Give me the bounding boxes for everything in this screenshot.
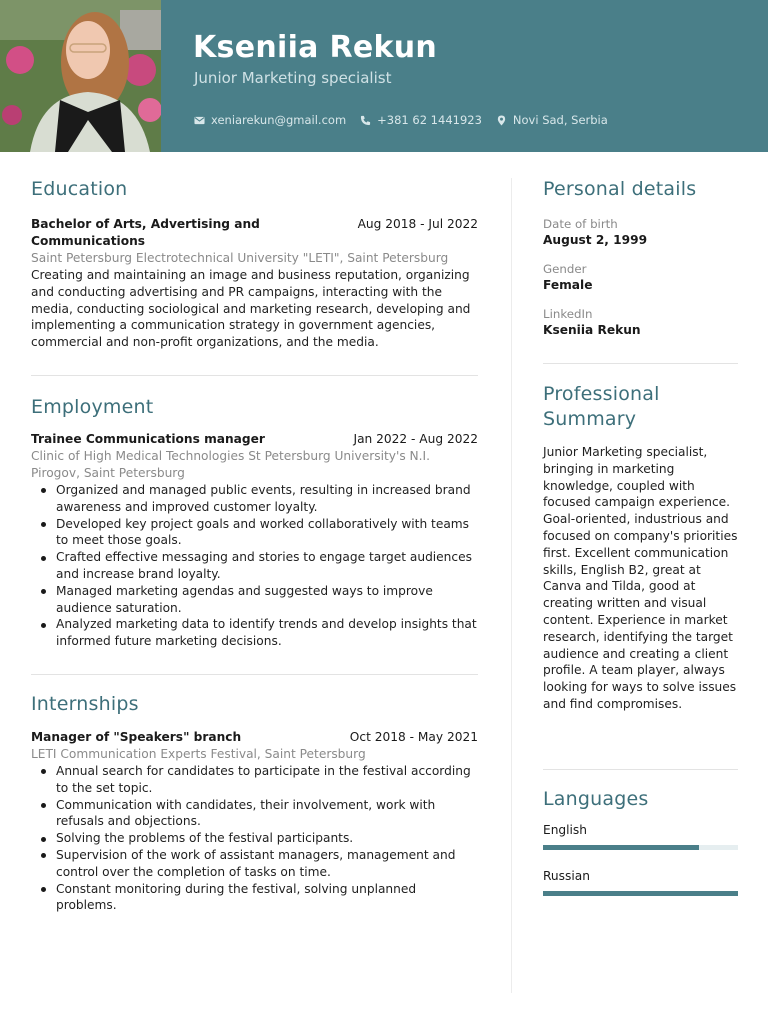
summary-text: Junior Marketing specialist, bringing in marketing knowledge, coupled with focused campaign experience. Goal-oriented, industrious and focused on company's priorities first. Excellent communication skills, English B2, great at Canva and Tilda, good at creating written and visual content. Experience in market research, identifying the target audience and creating a client profile. A team player, always looking for ways to solve issues and find compromises.	[543, 445, 738, 711]
employment-bullets	[37, 482, 478, 650]
list-item: Developed key project goals and worked collaboratively with teams to meet those goals.	[37, 516, 478, 550]
phone-text: +381 62 1441923	[377, 113, 482, 127]
internship-dates: Oct 2018 - May 2021	[349, 729, 478, 744]
section-divider	[543, 363, 738, 364]
dob-label: Date of birth	[543, 217, 618, 231]
language-item	[543, 822, 738, 850]
languages-section	[543, 788, 738, 896]
email-contact[interactable]	[194, 113, 346, 127]
sidebar-column	[543, 178, 738, 896]
education-description: Creating and maintaining an image and business reputation, organizing and conducting advertising and PR campaigns, interacting with the media, conducting sociological and marketing research, developing and implementing a communication strategy in government agencies, commercial and non-profit organizations, and the media.	[31, 268, 471, 350]
employment-entry-header	[31, 431, 478, 448]
phone-contact[interactable]	[360, 113, 482, 127]
employment-role: Trainee Communications manager	[31, 431, 265, 446]
personal-details-section	[543, 178, 738, 339]
email-text: xeniarekun@gmail.com	[211, 113, 347, 127]
linkedin-value[interactable]: Kseniia Rekun	[543, 323, 641, 337]
education-school: Saint Petersburg Electrotechnical University "LETI", Saint Petersburg	[31, 251, 449, 265]
internship-org: LETI Communication Experts Festival, Saint Petersburg	[31, 746, 366, 761]
education-heading: Education	[31, 178, 128, 200]
linkedin-label: LinkedIn	[543, 307, 593, 321]
employment-dates: Jan 2022 - Aug 2022	[353, 431, 478, 446]
location-contact	[496, 113, 608, 127]
column-divider	[511, 178, 512, 993]
candidate-title: Junior Marketing specialist	[194, 69, 392, 87]
section-divider	[31, 375, 478, 376]
location-text: Novi Sad, Serbia	[512, 113, 608, 127]
profile-photo	[0, 0, 161, 152]
candidate-name: Kseniia Rekun	[193, 30, 438, 65]
section-divider	[543, 769, 738, 770]
languages-heading: Languages	[543, 787, 649, 810]
list-item: Annual search for candidates to participate in the festival according to the set topic.	[37, 763, 478, 797]
envelope-icon	[194, 115, 205, 126]
gender-value: Female	[543, 278, 593, 292]
language-name: Russian	[543, 868, 590, 883]
location-pin-icon	[496, 115, 507, 126]
internship-role: Manager of "Speakers" branch	[31, 729, 242, 744]
employment-section	[31, 396, 478, 650]
education-entry-header	[31, 216, 478, 250]
section-divider	[31, 674, 478, 675]
list-item: Organized and managed public events, resulting in increased brand awareness and improved customer loyalty.	[37, 482, 478, 516]
gender-label: Gender	[543, 262, 587, 276]
education-dates: Aug 2018 - Jul 2022	[357, 217, 478, 231]
summary-heading: Professional Summary	[543, 383, 660, 430]
internship-entry-header	[31, 729, 478, 746]
phone-icon	[360, 115, 371, 126]
language-level-bar	[543, 845, 699, 850]
internships-section	[31, 693, 478, 914]
list-item: Solving the problems of the festival participants.	[37, 830, 478, 847]
language-level-track	[543, 845, 738, 850]
resume-header	[0, 0, 768, 152]
employment-heading: Employment	[31, 395, 154, 418]
main-column	[31, 178, 478, 914]
language-level-track	[543, 891, 738, 896]
list-item: Crafted effective messaging and stories to engage target audiences and increase brand loyalty.	[37, 549, 478, 583]
education-section	[31, 178, 478, 351]
language-name: English	[543, 822, 588, 837]
list-item: Managed marketing agendas and suggested ways to improve audience saturation.	[37, 583, 478, 617]
list-item: Analyzed marketing data to identify trends and develop insights that informed future marketing decisions.	[37, 616, 478, 650]
language-level-bar	[543, 891, 738, 896]
education-degree: Bachelor of Arts, Advertising and Communications	[31, 217, 260, 248]
list-item: Supervision of the work of assistant managers, management and control over the completion of tasks on time.	[37, 847, 478, 881]
personal-details-heading: Personal details	[543, 178, 697, 200]
employment-org: Clinic of High Medical Technologies St Petersburg University's N.I. Pirogov, Saint Petersburg	[31, 448, 431, 480]
language-item	[543, 868, 738, 896]
internship-bullets	[37, 763, 478, 914]
contact-bar	[194, 113, 622, 127]
summary-section	[543, 382, 738, 713]
list-item: Communication with candidates, their involvement, work with refusals and objections.	[37, 797, 478, 831]
dob-value: August 2, 1999	[543, 233, 648, 247]
internships-heading: Internships	[31, 692, 139, 715]
list-item: Constant monitoring during the festival, solving unplanned problems.	[37, 881, 478, 915]
